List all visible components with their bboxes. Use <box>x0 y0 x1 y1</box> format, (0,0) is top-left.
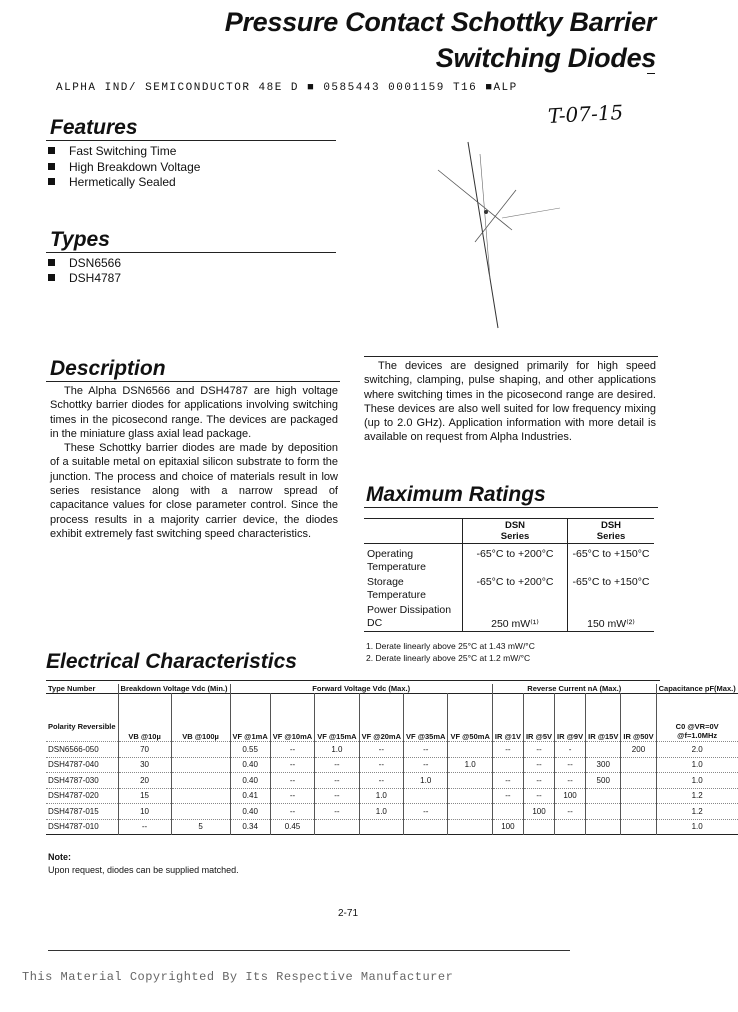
table-cell <box>586 742 621 758</box>
max-ratings-table <box>364 518 654 632</box>
table-cell: -- <box>315 804 359 820</box>
table-cell <box>359 819 403 835</box>
electrical-heading: Electrical Characteristics <box>46 650 297 673</box>
table-cell: -- <box>523 757 554 773</box>
page-title-line2: Switching Diodes <box>435 43 656 73</box>
table-cell <box>448 819 492 835</box>
feature-item <box>48 160 200 175</box>
table-cell: -- <box>270 788 314 804</box>
table-cell: -- <box>270 757 314 773</box>
table-cell: 1.0 <box>359 788 403 804</box>
table-cell: 1.2 <box>656 804 738 820</box>
sub-header: VF @10mA <box>270 694 314 742</box>
table-cell: 2.0 <box>656 742 738 758</box>
col-forward-header: Forward Voltage Vdc (Max.) <box>230 684 492 694</box>
table-cell <box>586 819 621 835</box>
sub-header: VF @20mA <box>359 694 403 742</box>
table-cell: 300 <box>586 757 621 773</box>
table-cell: -- <box>492 773 523 789</box>
table-cell <box>621 788 656 804</box>
table-cell: 1.0 <box>656 819 738 835</box>
max-ratings-col-dsn: DSN <box>504 520 526 531</box>
table-cell: -- <box>492 788 523 804</box>
electrical-table <box>46 684 738 835</box>
sub-header: VF @1mA <box>230 694 270 742</box>
table-cell: 30 <box>118 757 171 773</box>
type-number-cell: DSH4787-040 <box>46 757 118 773</box>
table-cell: 100 <box>523 804 554 820</box>
table-cell: -- <box>315 788 359 804</box>
sub-header: IR @1V <box>492 694 523 742</box>
table-cell <box>555 819 586 835</box>
description-text-left <box>50 384 338 541</box>
table-cell <box>171 804 230 820</box>
table-cell <box>586 804 621 820</box>
max-ratings-dsn-value: -65°C to +200°C <box>463 544 568 576</box>
table-cell: -- <box>523 773 554 789</box>
col-capacitance-header: Capacitance pF(Max.) <box>656 684 738 694</box>
max-ratings-heading: Maximum Ratings <box>366 483 546 506</box>
table-cell: 500 <box>586 773 621 789</box>
table-cell <box>448 804 492 820</box>
table-cell: 1.0 <box>656 757 738 773</box>
description-rule <box>46 381 340 382</box>
description-paragraph-3: The devices are designed primarily for high speed switching, clamping, pulse shaping, and other applications where switching times in the picosecond range are desired. These devices are also well suited for low frequency mixing (up to 2.0 GHz). Application information with more detail is available on request from Alpha Industries. <box>364 360 656 444</box>
table-cell: -- <box>270 773 314 789</box>
page-number: 2-71 <box>338 908 359 919</box>
table-row <box>46 742 738 758</box>
sub-header: IR @15V <box>586 694 621 742</box>
type-item <box>48 256 121 271</box>
note-text: Upon request, diodes can be supplied matched. <box>48 865 239 875</box>
table-cell: -- <box>555 804 586 820</box>
table-cell: -- <box>523 742 554 758</box>
max-ratings-param: Storage Temperature <box>367 576 426 601</box>
table-cell: 20 <box>118 773 171 789</box>
table-cell: 1.0 <box>404 773 448 789</box>
table-cell <box>523 819 554 835</box>
feature-label: Fast Switching Time <box>69 144 177 158</box>
table-cell: 0.40 <box>230 757 270 773</box>
max-ratings-param: Power Dissipation DC <box>367 604 452 629</box>
sub-header: C0 @VR=0V @f=1.0MHz <box>656 694 738 742</box>
table-cell <box>404 788 448 804</box>
table-cell: 0.40 <box>230 804 270 820</box>
table-cell: -- <box>555 773 586 789</box>
sub-header: IR @9V <box>555 694 586 742</box>
table-cell: 70 <box>118 742 171 758</box>
table-row <box>46 773 738 789</box>
note-label: Note: <box>48 852 71 862</box>
feature-label: High Breakdown Voltage <box>69 160 201 174</box>
table-cell: - <box>555 742 586 758</box>
sub-header: IR @50V <box>621 694 656 742</box>
table-cell <box>621 819 656 835</box>
max-ratings-col-dsh: DSH <box>600 520 622 531</box>
table-cell <box>448 773 492 789</box>
table-cell: -- <box>359 757 403 773</box>
max-ratings-dsn-value: -65°C to +200°C <box>463 575 568 603</box>
max-ratings-dsh-value: 150 mW⁽²⁾ <box>568 603 655 632</box>
type-label: DSN6566 <box>69 256 122 270</box>
scan-code-line: ALPHA IND/ SEMICONDUCTOR 48E D ■ 0585443 0001159 T16 ■ALP <box>56 82 518 94</box>
table-cell: -- <box>404 757 448 773</box>
sub-header: VF @15mA <box>315 694 359 742</box>
sub-header: VB @100µ <box>171 694 230 742</box>
types-heading: Types <box>50 228 110 251</box>
table-cell <box>171 788 230 804</box>
max-ratings-dsh-value: -65°C to +150°C <box>568 544 655 576</box>
feature-item <box>48 144 176 159</box>
table-row <box>46 804 738 820</box>
col-type-header: Type Number <box>48 684 96 693</box>
table-cell: 5 <box>171 819 230 835</box>
col-reverse-header: Reverse Current nA (Max.) <box>492 684 656 694</box>
features-heading: Features <box>50 116 138 139</box>
type-number-cell: DSH4787-030 <box>46 773 118 789</box>
table-cell <box>171 773 230 789</box>
table-cell: -- <box>315 757 359 773</box>
max-ratings-footnote-2: 2. Derate linearly above 25°C at 1.2 mW/°C <box>366 653 531 663</box>
description-paragraph-1: The Alpha DSN6566 and DSH4787 are high voltage Schottky barrier diodes for applications involving switching times in the picosecond range. The devices are packaged in the miniature glass axial lead package. <box>50 385 338 440</box>
table-cell: -- <box>118 819 171 835</box>
table-cell: -- <box>359 773 403 789</box>
table-row <box>46 788 738 804</box>
table-cell <box>492 757 523 773</box>
table-cell: -- <box>555 757 586 773</box>
feature-item <box>48 175 176 190</box>
table-cell <box>404 819 448 835</box>
table-cell <box>586 788 621 804</box>
electrical-rule <box>46 680 660 681</box>
footer-rule <box>48 950 570 951</box>
table-cell <box>492 804 523 820</box>
table-cell: 0.55 <box>230 742 270 758</box>
type-item <box>48 271 121 286</box>
table-cell: 15 <box>118 788 171 804</box>
table-cell: 1.2 <box>656 788 738 804</box>
handwritten-code: T-07-15 <box>547 100 624 128</box>
description-text-right <box>364 359 656 445</box>
table-cell <box>448 742 492 758</box>
table-cell <box>315 819 359 835</box>
table-cell: -- <box>270 742 314 758</box>
max-ratings-footnote-1: 1. Derate linearly above 25°C at 1.43 mW/°C <box>366 641 535 651</box>
table-cell: 10 <box>118 804 171 820</box>
type-number-cell: DSH4787-020 <box>46 788 118 804</box>
copyright-line: This Material Copyrighted By Its Respective Manufacturer <box>22 970 454 984</box>
sub-header: VF @50mA <box>448 694 492 742</box>
pen-scribble-graphic <box>420 130 580 330</box>
col-polarity-header: Polarity Reversible <box>48 722 116 731</box>
table-cell: 100 <box>492 819 523 835</box>
type-number-cell: DSH4787-015 <box>46 804 118 820</box>
description-heading: Description <box>50 357 166 380</box>
feature-label: Hermetically Sealed <box>69 175 176 189</box>
sub-header: IR @5V <box>523 694 554 742</box>
max-ratings-series-dsn: Series <box>500 531 530 542</box>
table-cell: 1.0 <box>448 757 492 773</box>
table-cell: -- <box>492 742 523 758</box>
description-paragraph-2: These Schottky barrier diodes are made by deposition of a suitable metal on epitaxial silicon substrate to form the junction. The process and choice of materials result in low series resistance along with a narrow spread of capacitance values for close parameter control. Since the process results in a majority carrier device, the diodes exhibit extremely fast switching speed characteristics. <box>50 442 338 540</box>
max-ratings-rule <box>364 507 658 508</box>
table-cell <box>621 773 656 789</box>
sub-header: VB @10µ <box>118 694 171 742</box>
table-cell: 1.0 <box>656 773 738 789</box>
table-cell: 0.45 <box>270 819 314 835</box>
table-cell: 1.0 <box>359 804 403 820</box>
max-ratings-dsh-value: -65°C to +150°C <box>568 575 655 603</box>
col-breakdown-header: Breakdown Voltage Vdc (Min.) <box>118 684 230 694</box>
table-cell <box>448 788 492 804</box>
table-cell: -- <box>404 742 448 758</box>
title-dash <box>647 73 655 74</box>
table-cell <box>621 804 656 820</box>
type-label: DSH4787 <box>69 271 122 285</box>
max-ratings-param: Operating Temperature <box>367 548 426 573</box>
table-cell <box>621 757 656 773</box>
table-row <box>46 757 738 773</box>
table-cell: -- <box>359 742 403 758</box>
table-cell: -- <box>404 804 448 820</box>
description-rule-right <box>364 356 658 357</box>
table-cell <box>171 757 230 773</box>
table-cell: -- <box>315 773 359 789</box>
table-cell: 200 <box>621 742 656 758</box>
table-row <box>46 819 738 835</box>
max-ratings-dsn-value: 250 mW⁽¹⁾ <box>463 603 568 632</box>
table-cell: 1.0 <box>315 742 359 758</box>
table-cell <box>171 742 230 758</box>
max-ratings-series-dsh: Series <box>596 531 626 542</box>
table-cell: -- <box>523 788 554 804</box>
table-cell: -- <box>270 804 314 820</box>
features-rule <box>46 140 336 141</box>
table-cell: 0.40 <box>230 773 270 789</box>
types-rule <box>46 252 336 253</box>
table-cell: 100 <box>555 788 586 804</box>
type-number-cell: DSH4787-010 <box>46 819 118 835</box>
sub-header: VF @35mA <box>404 694 448 742</box>
table-cell: 0.34 <box>230 819 270 835</box>
type-number-cell: DSN6566-050 <box>46 742 118 758</box>
table-cell: 0.41 <box>230 788 270 804</box>
page-title-line1: Pressure Contact Schottky Barrier <box>224 7 656 37</box>
